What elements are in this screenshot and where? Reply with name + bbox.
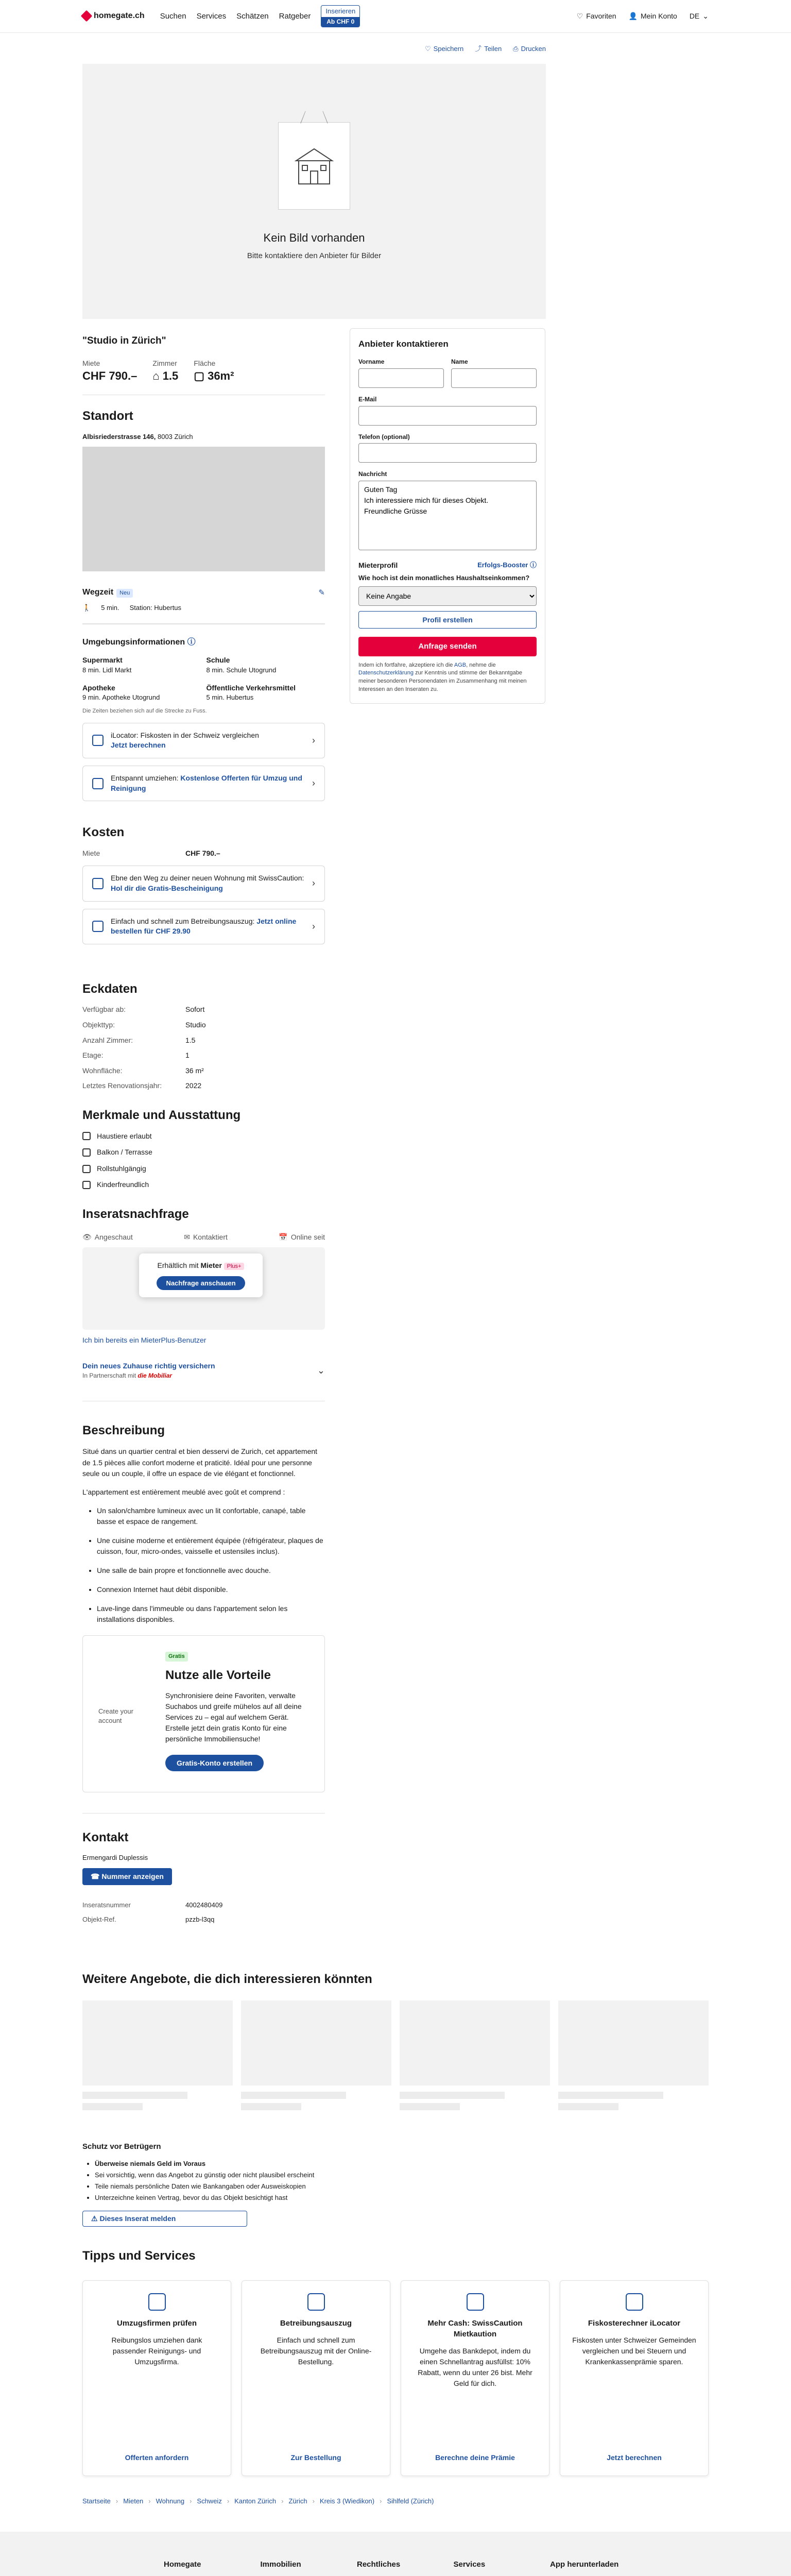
walk-icon: 🚶 [82,604,91,612]
offer-card[interactable] [558,2001,709,2110]
save-button[interactable]: ♡ Speichern [425,44,463,54]
view-demand-button[interactable]: Nachfrage anschauen [157,1276,245,1290]
mail-icon: ✉ [184,1232,190,1241]
tip-link[interactable]: Zur Bestellung [290,2453,341,2462]
create-account-image: Create your account [98,1707,133,1725]
chevron-right-icon: › [312,878,315,889]
environment-section: Umgebungsinformationen ⓘ Supermarkt 8 min. Lidl Markt Schule 8 min. Schule Utogrund Apotheke 9 min. Apotheke Utogrund Öffentliche Verkehrsmittel 5 min. Hubertus Die Zeiten beziehen sich auf die Strecke zu Fuss. iLocator: Fiskosten in der Schweiz vergleichen Jetzt berechnen › Entspannt umziehen: Kostenlose Offerten für Umzug und Reinigung › [82,624,325,812]
new-badge: Neu [116,589,133,598]
offer-card[interactable] [241,2001,391,2110]
user-icon: 👤 [628,11,638,20]
heart-icon: ♡ [424,45,431,53]
nav-suchen[interactable]: Suchen [160,11,186,21]
chevron-down-icon: ⌄ [702,11,709,20]
income-select[interactable] [358,586,537,606]
house-icon: ⌂ [152,369,160,383]
info-icon[interactable]: ⓘ [529,561,537,569]
account-promo: Create your account Gratis Nutze alle Vorteile Synchronisiere deine Favoriten, verwalte Suchabos und greife mühelos auf all deine Services zu – egal auf welchem Gerät. Erstelle jetzt dein gratis Konto für eine persönliche Immobiliensuche! Gratis-Konto erstellen [82,1635,325,1792]
map-icon [626,2293,643,2311]
building-icon [278,122,350,210]
share-icon: ⤴ [475,45,482,53]
phone-input[interactable] [358,443,537,463]
area-value: 36m² [208,369,234,383]
print-button[interactable]: ⎙ Drucken [513,44,546,54]
demand-blurred [82,1247,325,1330]
chevron-down-icon: ⌄ [317,1365,325,1376]
footer-col-homegate: Homegate [164,2560,201,2569]
footer-col-immobilien: Immobilien [260,2560,301,2569]
listing-id: 4002480409 [185,1901,223,1909]
rent-value: CHF 790.– [82,369,137,383]
costs-section: Kosten Miete CHF 790.– Ebne den Weg zu deiner neuen Wohnung mit SwissCaution: Hol dir die Gratis-Bescheinigung › Einfach und schnell zum Betreibungsauszug: Jetzt online bestellen für CHF 29.90 › [82,811,325,955]
demand-section: Inseratsnachfrage 👁 Angeschaut ✉ Kontaktiert 📅 Online seit Erhältlich mit Mieter Plus+ Nachfrage anschauen Ich bin bereits ein MieterPlus-Benutzer Dein neues Zuhause richtig versichern In Partnerschaft mit die Mobiliar ⌄ [82,1207,325,1379]
scam-protection: Schutz vor Betrügern • Überweise niemals Geld im Voraus • Sei vorsichtig, wenn das Angebot zu günstig oder nicht plausibel erscheint • Teile niemals persönliche Daten wie Bankangaben oder Ausweiskopien • Unterzeichne keinen Vertrag, bevor du das Objekt besichtigt hast ⚠ Dieses Inserat melden [82,2141,709,2227]
insert-button[interactable]: Inserieren Ab CHF 0 [321,5,360,27]
object-ref: pzzb-l3qq [185,1915,215,1923]
location-section: Standort Albisriederstrasse 146, 8003 Zürich Wegzeit Neu ✎ 🚶 5 min. Station: Hubertus [82,395,325,623]
costs-rent: CHF 790.– [185,849,220,857]
more-offers-section: Weitere Angebote, die dich interessieren könnten [82,1971,709,2110]
document-icon [307,2293,325,2311]
debt-extract-card[interactable]: Einfach und schnell zum Betreibungsauszug: Jetzt online bestellen für CHF 29.90 › [82,909,325,944]
tip-link[interactable]: Offerten anfordern [125,2453,189,2462]
address: Albisriederstrasse 146, 8003 Zürich [82,432,193,440]
shield-icon [92,878,104,889]
edit-icon[interactable]: ✎ [318,588,325,597]
chevron-right-icon: › [312,735,315,745]
privacy-link[interactable]: Datenschutzerklärung [358,670,414,676]
offer-card[interactable] [82,2001,233,2110]
environment-note: Die Zeiten beziehen sich auf die Strecke zu Fuss. [82,708,207,715]
no-image-title: Kein Bild vorhanden [263,231,365,244]
footer-col-services: Services [453,2560,486,2569]
ilocator-card[interactable]: iLocator: Fiskosten in der Schweiz vergleichen Jetzt berechnen › [82,723,325,758]
online-since-stat: 📅 Online seit [279,1232,325,1243]
viewed-stat: 👁 Angeschaut [82,1232,133,1243]
report-listing-button[interactable]: ⚠ Dieses Inserat melden [82,2211,247,2227]
contact-form: Anbieter kontaktieren Vorname Name E-Mail Telefon (optional) Nachricht Guten Tag Ich interessiere mich für dieses Objekt. Freundliche Grüsse Mieterprofil Erfolgs-Booster ⓘ Wie hoch ist dein monatliches Haushaltseinkommen? Keine Angabe Profil erstellen Anfrage senden Indem ich fortfahre, akzeptiere ich die AGB, nehme die Datenschutzerklärung zur Kenntnis und stimme der Bekanntgabe meiner besonderen Personendaten im Zusammenhang mit meinen Interessen an den Inseraten zu. [350,328,545,704]
feature-item: Kinderfreundlich [82,1180,325,1190]
eye-icon: 👁 [82,1232,92,1241]
footer [0,2532,791,2576]
keydata-table: Verfügbar ab: Sofort Objekttyp: Studio Anzahl Zimmer: 1.5 Etage: 1 Wohnfläche: 36 m² Letztes Renovationsjahr: 2022 [82,1005,206,1090]
listing-actions [82,33,546,64]
tips-section: Tipps und Services Umzugsfirmen prüfen Reibungslos umziehen dank passender Reinigungs- und Umzugsfirma. Offerten anfordern Betreibungsauszug Einfach und schnell zum Betreibungsauszug mit der Online-Bestellung. Zur Bestellung Mehr Cash: SwissCaution Mietkaution Umgehe das Bankdepot, indem du einen Schnellantrag ausfüllst: 10% Rabatt, wenn du unter 26 bist. Mehr Geld für dich. Berechne deine Prämie Fiskosterechner iLocator Fiskosten unter Schweizer Gemeinden vergleichen und bei Steuern und Krankenkassenprämie sparen. Jetzt berechnen [82,2247,709,2476]
tip-link[interactable]: Berechne deine Prämie [435,2453,515,2462]
phone-icon: ☎ [91,1872,102,1880]
document-icon [92,921,104,932]
message-textarea[interactable] [358,481,537,550]
map-icon [92,735,104,746]
tip-card: Fiskosterechner iLocator Fiskosten unter Schweizer Gemeinden vergleichen und bei Steuern und Krankenkassenprämie sparen. Jetzt berechnen [560,2280,709,2476]
tip-card: Umzugsfirmen prüfen Reibungslos umziehen dank passender Reinigungs- und Umzugsfirma. Offerten anfordern [82,2280,231,2476]
area-icon: ▢ [194,369,205,383]
free-badge: Gratis [165,1652,188,1662]
swisscaution-card[interactable]: Ebne den Weg zu deiner neuen Wohnung mit SwissCaution: Hol dir die Gratis-Bescheinigung › [82,866,325,901]
commute-time: 5 min. [101,604,119,612]
tip-link[interactable]: Jetzt berechnen [607,2453,662,2462]
truck-icon [92,778,104,789]
contacted-stat: ✉ Kontaktiert [184,1232,228,1243]
features-section: Merkmale und Ausstattung Haustiere erlaubt Balkon / Terrasse Rollstuhlgängig Kinderfreundlich [82,1101,325,1200]
favorites-link[interactable]: ♡ Favoriten [577,11,616,22]
printer-icon: ⎙ [513,45,519,53]
contact-section: Kontakt Ermengardi Duplessis ☎ Nummer anzeigen Inseratsnummer 4002480409 Objekt-Ref. pzzb-l3qq [82,1813,325,1935]
create-account-button[interactable]: Gratis-Konto erstellen [165,1755,264,1771]
show-number-button[interactable]: ☎ Nummer anzeigen [82,1868,172,1885]
email-input[interactable] [358,406,537,426]
moving-card[interactable]: Entspannt umziehen: Kostenlose Offerten für Umzug und Reinigung › [82,766,325,801]
feature-item: Haustiere erlaubt [82,1131,325,1142]
wheelchair-icon [82,1165,91,1173]
tip-card: Betreibungsauszug Einfach und schnell zum Betreibungsauszug mit der Online-Bestellung. Zur Bestellung [242,2280,390,2476]
moving-box-icon [148,2293,166,2311]
mieterplus-popup: Erhältlich mit Mieter Plus+ Nachfrage anschauen [139,1253,263,1297]
warning-icon: ⚠ [91,2214,100,2223]
footer-apps: App herunterladen [550,2560,619,2569]
logo-icon [81,10,93,22]
success-booster: Erfolgs-Booster ⓘ [477,561,537,569]
agb-link[interactable]: AGB [454,662,467,668]
create-profile-button[interactable]: Profil erstellen [358,611,537,629]
feature-item: Rollstuhlgängig [82,1164,325,1174]
pet-icon [82,1132,91,1140]
commute-heading: Wegzeit Neu [82,587,133,598]
nav-ratgeber[interactable]: Ratgeber [279,11,311,21]
no-image-subtitle: Bitte kontaktiere den Anbieter für Bilder [247,251,382,260]
legal-text: Indem ich fortfahre, akzeptiere ich die AGB, nehme die Datenschutzerklärung zur Kenntnis und stimme der Bekanntgabe meiner besonderen Personendaten im Zusammenhang mit meinen Interessen an den Inseraten zu. [358,662,527,693]
offer-card[interactable] [400,2001,550,2110]
chevron-right-icon: › [312,778,315,789]
language-select[interactable]: DE ⌄ [690,11,709,22]
insurance-accordion[interactable]: Dein neues Zuhause richtig versichern In Partnerschaft mit die Mobiliar ⌄ [82,1362,325,1379]
contact-name: Ermengardi Duplessis [82,1854,148,1862]
commute-station: Station: Hubertus [129,604,182,612]
shield-icon [467,2293,484,2311]
tip-card: Mehr Cash: SwissCaution Mietkaution Umgehe das Bankdepot, indem du einen Schnellantrag ausfüllst: 10% Rabatt, wenn du unter 26 bist. Mehr Geld für dich. Berechne deine Prämie [401,2280,549,2476]
footer-col-legal: Rechtliches [357,2560,401,2569]
heart-icon: ♡ [576,11,583,20]
top-bar [0,0,791,33]
balcony-icon [82,1148,91,1157]
mieterplus-login-link[interactable]: Ich bin bereits ein MieterPlus-Benutzer [82,1336,207,1345]
breadcrumb: Startseite › Mieten › Wohnung › Schweiz › Kanton Zürich › Zürich › Kreis 3 (Wiedikon) › Sihlfeld (Zürich) [82,2497,434,2505]
info-icon[interactable]: ⓘ [187,637,196,647]
first-name-input[interactable] [358,368,444,388]
nav-services[interactable]: Services [196,11,227,21]
feature-item: Balkon / Terrasse [82,1147,325,1158]
description-section: Beschreibung Situé dans un quartier central et bien desservi de Zurich, cet appartement de 1.5 pièces allie confort moderne et praticité. Idéal pour une personne seule ou un couple, il offre un espace de vie élégant et fonctionnel. L'appartement est entièrement meublé avec goût et comprend : • Un salon/chambre lumineux avec un lit confortable, canapé, table basse et espace de rangement. • Une cuisine moderne et entièrement équipée (réfrigérateur, plaques de cuisson, four, micro-ondes, vaisselle et ustensiles inclus). • Une salle de bain propre et fonctionnelle avec douche. • Connexion Internet haut débit disponible. • Lave-linge dans l'immeuble ou dans l'appartement selon les installations disponibles. Create your account Gratis Nutze alle Vorteile Synchronisiere deine Favoriten, verwalte Suchabos und greife mühelos auf all deine Services zu – egal auf welchem Gerät. Erstelle jetzt dein gratis Konto für eine persönliche Immobiliensuche! Gratis-Konto erstellen [82,1401,325,1803]
key-facts: Miete CHF 790.– Zimmer ⌂ 1.5 Fläche ▢ 36m² [82,359,325,395]
calendar-icon: 📅 [279,1232,288,1241]
keydata-section: Eckdaten Verfügbar ab: Sofort Objekttyp: Studio Anzahl Zimmer: 1.5 Etage: 1 Wohnfläche: 36 m² Letztes Renovationsjahr: 2022 [82,955,325,1101]
logo[interactable]: homegate.ch [82,10,145,22]
rooms-value: 1.5 [162,369,179,383]
chevron-right-icon: › [312,921,315,931]
account-link[interactable]: 👤 Mein Konto [629,11,677,22]
map[interactable] [82,447,325,571]
listing-title: "Studio in Zürich" [82,335,166,347]
send-request-button[interactable]: Anfrage senden [358,637,537,656]
main-nav [160,11,311,22]
nav-schaetzen[interactable]: Schätzen [236,11,269,21]
child-icon [82,1181,91,1189]
share-button[interactable]: ⤴ Teilen [475,44,502,54]
listing-details [82,328,325,1935]
image-placeholder [82,64,546,319]
last-name-input[interactable] [451,368,537,388]
